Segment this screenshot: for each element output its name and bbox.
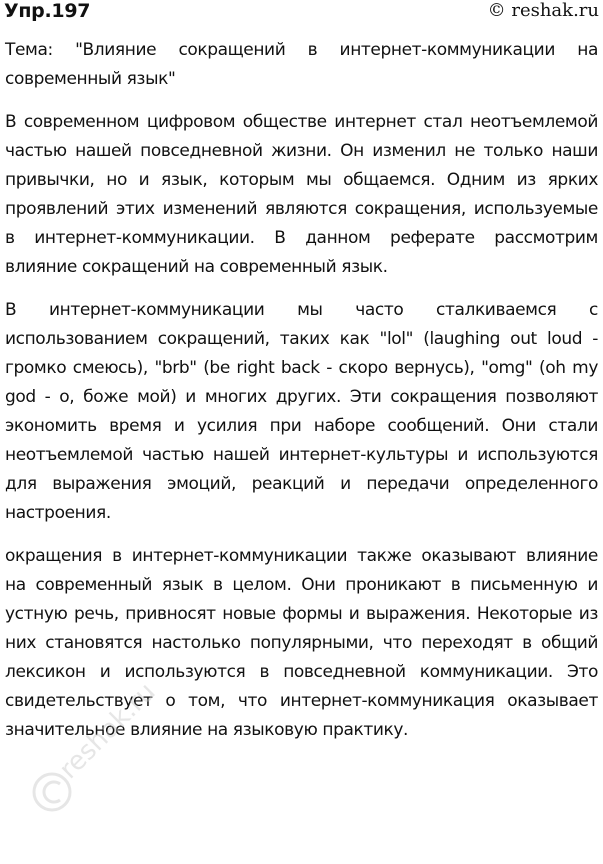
paragraph-3: окращения в интернет-коммуникации также оказывают влияние на современный язык в целом. Они проникают в письменную и устную речь, привносят новые формы и выражения. Некоторые из них становятся настолько популярными, что переходят в общий лексикон и используются в повседневной коммуникации. Это свидетельствует о том, что интернет-коммуникация оказывает значительное влияние на языковую практику. (5, 546, 598, 740)
exercise-number: Упр.197 (4, 0, 91, 22)
paragraph-2: В интернет-коммуникации мы часто сталкиваемся с использованием сокращений, таких как "lol" (laughing out loud - громко смеюсь), "brb" (be right back - скоро вернусь), "omg" (oh my god - о, боже мой) и многих других. Эти сокращения позволяют экономить время и усилия при наборе сообщений. Они стали неотъемлемой частью нашей интернет-культуры и используются для выражения эмоций, реакций и передачи определенного настроения. (5, 300, 598, 523)
topic-line: Тема: "Влияние сокращений в интернет-коммуникации на современный язык" (5, 40, 598, 89)
copyright-circle-icon (34, 774, 70, 810)
document-body (5, 36, 598, 759)
site-credit: © reshak.ru (487, 0, 599, 21)
paragraph-1: В современном цифровом обществе интернет стал неотъемлемой частью нашей повседневной жизни. Он изменил не только наши привычки, но и язык, которым мы общаемся. Одним из ярких проявлений этих изменений являются сокращения, используемые в интернет-коммуникации. В данном реферате рассмотрим влияние сокращений на современный язык. (5, 112, 598, 277)
watermark-text: reshak.ru (53, 677, 162, 785)
page-header (4, 0, 599, 24)
